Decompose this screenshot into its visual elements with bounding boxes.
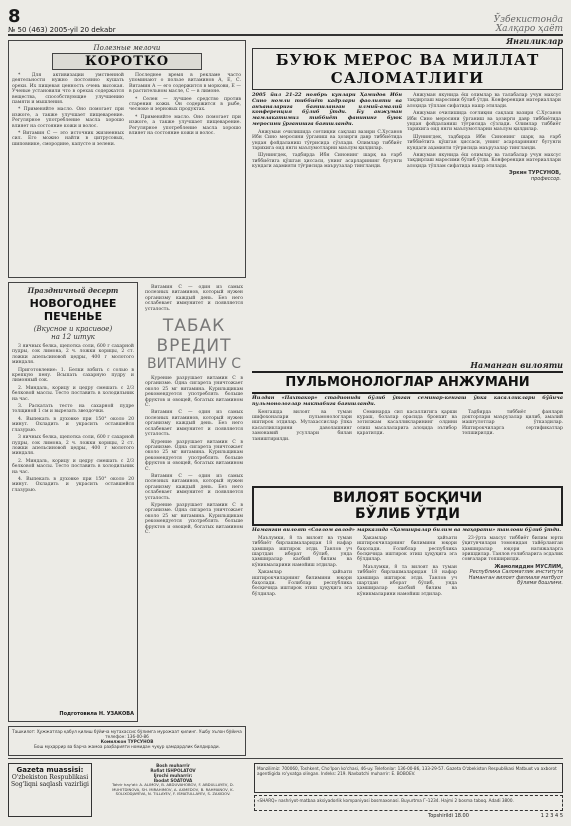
pulmo-p1: Кенгашда вилоят ва туман шифохоналари пульмонологлари иштирок этдилар. Мутахассислар ўпка касалликларини даволашнинг замонавий усуллари билан таништирилди. xyxy=(252,409,352,442)
viloyat-p3: Ҳакамлар ҳайъати иштирокчиларнинг билимини юқори баҳолади. Ғолиблар республика босқичида иштирок этиш ҳуқуқига эга бўлдилар. xyxy=(357,535,457,563)
meros-p5: Шунингдек, тадбирда Ибн Синонинг шарқ ва ғарб тиббиётига қўшган ҳиссаси, унинг асарларининг бугунги кундаги аҳамияти тўғрисида маърузалар тингланди. xyxy=(407,134,561,151)
viloyat-signature xyxy=(462,565,563,587)
pulmo-title: ПУЛЬМОНОЛОГЛАР АНЖУМАНИ xyxy=(252,371,563,394)
pulmo-lead: Йилдан «Пахтакор» стадионида бўлиб ўтган семинар-кенгаш ўпка касалликлари бўйича пульмонологлар мактабига бағишланди. xyxy=(252,395,563,407)
page-strip xyxy=(428,813,563,819)
recipe-author: Подготовила Н. УЗАКОВА xyxy=(59,711,134,717)
print-text: «SHARQ» nashriyot-matbaa aksiyadorlik kompaniyasi bosmaxonasi. Buyurtma Г–1234. Hajmi 2 bosma taboq. Adadi 3800. xyxy=(257,798,514,803)
tablet-p3: Витамин С — один из самых полезных витаминов, который нужен организму каждый день. Без него ослабевает иммунитет и появляется усталость. xyxy=(145,410,243,438)
pulmo-col3 xyxy=(462,410,563,444)
page-number: 8 xyxy=(8,6,21,27)
founder-box xyxy=(8,763,92,817)
masthead-line2: Халқаро ҳаёт xyxy=(495,24,563,34)
meros-p4: Анжуман очилишида соғлиқни сақлаш вазири С.Хусанов Ибн Сино меросини ўрганиш ва ҳозирги давр тиббиётида ундан фойдаланиш тўғрисида сўзлади. Олимлар тиббиёт тарихига оид янги маълумотларни маълум қилдилар. xyxy=(407,111,561,133)
meros-p2: Шунингдек, тадбирда Ибн Синонинг шарқ ва ғарб тиббиётига қўшган ҳиссаси, унинг асарларининг бугунги кундаги аҳамияти тўғрисида маърузалар тингланди. xyxy=(252,153,402,170)
page-tag: Topshirildi 18.00 xyxy=(428,813,469,819)
recipe-title-line1: НОВОГОДНЕЕ xyxy=(29,297,117,310)
korotko-p6: * Применяйте масло. Оно помогает при изжоге, а также улучшает пищеварение. Регулярное употребление масла хорошо влияет на состояние кожи и волос. xyxy=(129,114,241,137)
tablet-p4: Курение разрушает витамин С в организме. Одна сигарета уничтожает около 25 мг витамина. Курильщикам рекомендуется употреблять больше фруктов и овощей, богатых витамином С. xyxy=(145,439,243,472)
imprint-footer xyxy=(8,758,563,821)
tablet-p6: Курение разрушает витамин С в организме. Одна сигарета уничтожает около 25 мг витамина. Курильщикам рекомендуется употреблять больше фруктов и овощей, богатых витамином С. xyxy=(145,502,243,535)
korotko-p5: * Селен — лучшее средство против старения кожи. Он содержится в рыбе, чесноке и зерновых продуктах. xyxy=(129,96,241,113)
tablet-p2: Курение разрушает витамин С в организме. Одна сигарета уничтожает около 25 мг витамина. Курильщикам рекомендуется употреблять больше фруктов и овощей, богатых витамином С. xyxy=(145,376,243,409)
viloyat-lead: Наманган вилоят «Соғлом авлод» марказида «Ҳамширалар билим ва маҳорати» танлови бўлиб ўтди. xyxy=(252,527,562,533)
tablet-body xyxy=(145,376,243,535)
founder-title: Gazeta muassisi: xyxy=(16,766,84,774)
korotko-article xyxy=(8,40,246,278)
korotko-p2: * Применяйте масло. Оно помогает при изжоге, а также улучшает пищеварение. Регулярное употребление масла хорошо влияет на состояние кожи и волос. xyxy=(12,107,124,129)
pulmo-article xyxy=(252,360,563,480)
recipe-p6: 3 яичных белка, щепотка соли, 600 г сахарной пудры, сок лимона, 2 ч. ложки корицы, 2 ст. ложки апельсиновой цедры, 400 г молотого миндаля. xyxy=(12,435,134,457)
masthead xyxy=(494,16,563,34)
recipe-amount: на 12 штук xyxy=(51,333,95,341)
editor-block xyxy=(98,763,248,797)
recipe-p1: 3 яичных белка, щепотка соли, 600 г сахарной пудры, сок лимона, 2 ч. ложки корицы, 2 ст. ложки апельсиновой цедры, 400 г молотого миндаля. xyxy=(12,344,134,366)
korotko-p4: Последнее время в рекламе часто упоминают о пользе витаминов А, Е, С. Витамин А — его содержится в моркови, Е — в растительном масле, С — в лимоне. xyxy=(129,73,241,95)
korotko-title: КОРОТКО xyxy=(52,53,202,70)
viloyat-p2: Ҳакамлар ҳайъати иштирокчиларнинг билимини юқори баҳолади. Ғолиблар республика босқичида иштирок этиш ҳуқуқига эга бўлдилар. xyxy=(252,570,352,597)
viloyat-title-box xyxy=(252,486,563,526)
korotko-kicker: Полезные мелочи xyxy=(93,44,161,52)
recipe-p7: 2. Миндаль, корицу и цедру смешать с 2/3 белковой массы. Тесто поставить в холодильник на час. xyxy=(12,458,134,475)
tablet-article xyxy=(142,282,246,722)
recipe-kicker: Праздничный десерт xyxy=(27,286,119,295)
editor-name: Rofiat ISHPOLATOV xyxy=(150,768,196,773)
tablet-title-line1: ТАБАК xyxy=(162,316,226,337)
meros-signature xyxy=(407,171,561,182)
tablet-col-top xyxy=(145,285,243,312)
meros-col2 xyxy=(407,93,561,182)
pulmo-rubric: Наманган вилояти xyxy=(470,360,563,370)
meros-col1 xyxy=(252,130,402,170)
meros-article xyxy=(252,36,563,286)
korotko-col1 xyxy=(12,73,124,149)
meros-rubric: Янгиликлар xyxy=(506,36,563,46)
deputy-name: Ibodat SOATOVA xyxy=(153,778,193,783)
tablet-title-line3: ВИТАМИНУ С xyxy=(146,356,242,373)
notice-name: Комилжон ТУРСУНОВ xyxy=(100,739,154,744)
recipe-p4: 3. Раскатать тесто на сахарной пудре толщиной 1 см и вырезать звездочки. xyxy=(12,404,134,415)
recipe-p5: 4. Выпекать в духовке при 150° около 20 минут. Охладить и украсить оставшейся глазурью. xyxy=(12,416,134,433)
meros-p6: Анжуман якунида ёш олимлар ва талабалар учун махсус тақдирлаш маросими бўлиб ўтди. Конференция материаллари алоҳида тўплам сифатида нашр этилади. xyxy=(407,153,561,169)
recipe-p2: Приготовление: 1. Белки взбить с солью в крепкую пену. Всыпать сахарную пудру и лимонный сок. xyxy=(12,367,134,384)
pulmo-col2 xyxy=(357,410,457,444)
korotko-p1: * Для активизации умственной деятельности нужно постоянно кушать орехи. Их пищевая ценность очень высокая. Ученые установили что в орехах содержатся вещества, способствующие улучшению памяти и мышления. xyxy=(12,73,124,106)
viloyat-p4: Маълумки, 8 та вилоят ва туман тиббиёт бирлашмаларидан 18 нафар ҳамшира иштирок этди. Танлов уч шартдан иборат бўлиб, унда ҳамширалар касбий билим ва кўникмаларини намойиш этдилар. xyxy=(357,564,457,597)
notice-box xyxy=(8,726,246,756)
meros-lead: 2005 йил 21-22 ноябрь кунлари Ҳамидов Ибн Сино номли тиббиёт кадрлари фаолияти ва анъаналарига бағишланган илмий-амалий конференция бўлиб ўтди. Бу анжуман мамлакатимиз тиббиёт фанининг буюк меросини ўрганишга бағишланди. xyxy=(252,92,402,127)
recipe-p3: 2. Миндаль, корицу и цедру смешать с 2/3 белковой массы. Тесто поставить в холодильник на час. xyxy=(12,385,134,402)
recipe-p8: 4. Выпекать в духовке при 150° около 20 минут. Охладить и украсить оставшейся глазурью. xyxy=(12,476,134,493)
editor-title: Bosh muharrir xyxy=(156,763,190,768)
viloyat-p5: 23-ўрта махсус тиббиёт билим юрти ўқитувчилари томонидан тайёрланган ҳамширалар юқори натижаларга эришдилар. Танлов ғолибларига эсдалик совғалари топширилди. xyxy=(462,535,563,563)
tablet-title-line2: ВРЕДИТ xyxy=(156,336,232,357)
viloyat-col1 xyxy=(252,536,352,599)
page-header xyxy=(8,4,563,36)
meros-sig-title: профессор. xyxy=(530,175,561,182)
recipe-subtitle: (Вкусное и красивое) xyxy=(33,325,113,333)
viloyat-title-line1: ВИЛОЯТ БОСҚИЧИ xyxy=(332,490,483,506)
meros-title-line1: БУЮК МЕРОС ВА МИЛЛАТ xyxy=(275,51,540,69)
viloyat-col3 xyxy=(462,536,563,599)
founder-body: O'zbekiston Respublikasi Sog'liqni saqlash vazirligi xyxy=(11,774,89,788)
print-box xyxy=(254,795,563,811)
viloyat-title-line2: БЎЛИБ ЎТДИ xyxy=(355,506,460,522)
notice-text2: Бош муҳаррир ва барча жамоа раҳбарияти номидан чуқур ҳамдардлик билдиради. xyxy=(34,744,220,749)
viloyat-sig-name: Жамолиддин МУСЛИМ, xyxy=(494,563,563,570)
pulmo-col1 xyxy=(252,410,352,444)
tablet-p5: Витамин С — один из самых полезных витаминов, который нужен организму каждый день. Без него ослабевает иммунитет и появляется усталость. xyxy=(145,473,243,501)
viloyat-col2 xyxy=(357,536,457,599)
meros-title-box xyxy=(252,48,563,90)
meros-title-line2: САЛОМАТЛИГИ xyxy=(330,69,485,87)
korotko-p3: * Витамин С — это источник жизненных сил. Его можно найти в цитрусовых, шиповнике, смородине, капусте и зелени. xyxy=(12,131,124,147)
meros-p3: Анжуман якунида ёш олимлар ва талабалар учун махсус тақдирлаш маросими бўлиб ўтди. Конференция материаллари алоҳида тўплам сифатида нашр этилади. xyxy=(407,93,561,109)
issue-line: № 50 (463) 2005-yil 20 dekabr xyxy=(8,26,116,34)
deputy-title: Ijrochi muharrir: xyxy=(153,773,193,778)
recipe-article xyxy=(8,282,138,722)
korotko-col2 xyxy=(129,73,241,149)
address-box xyxy=(254,763,563,793)
tablet-p1: Витамин С — один из самых полезных витаминов, который нужен организму каждый день. Без него ослабевает иммунитет и появляется усталость. xyxy=(145,285,243,312)
page-strip-numbers: 1 2 3 4 5 xyxy=(540,813,563,819)
address-text: Manzilimiz: 700060, Toshkent, Cho'lpon ko'chasi, 46-uy. Telefonlar: 136-00-86, 133-29-57. Gazeta O'zbekiston Respublikasi Matbuot va axborot agentligida ro'yxatga olingan. Indeks: 219. Navbatchi muharrir: E. BOBOEV. xyxy=(257,766,557,776)
notice-text: Ташкилот: Ҳужжатлар қабул қилиш бўйича мутахассис бўлимга мурожаат қилинг. Ушбу эълон бўйича телефон: 136-00-86 xyxy=(12,729,242,739)
viloyat-article xyxy=(252,486,563,726)
meros-p1: Анжуман очилишида соғлиқни сақлаш вазири С.Хусанов Ибн Сино меросини ўрганиш ва ҳозирги давр тиббиётида ундан фойдаланиш тўғрисида сўзлади. Олимлар тиббиёт тарихига оид янги маълумотларни маълум қилдилар. xyxy=(252,129,402,151)
viloyat-sig-title: Республика Саломатлик институти Наманган вилоят филиали матбуот бўлими бошлиғи. xyxy=(468,569,563,587)
masthead-line1: Ўзбекистонда xyxy=(493,15,563,25)
tablet-title xyxy=(145,316,243,372)
pulmo-p3: Тадбирда тиббиёт фанлари докторлари маърузалар қилиб, амалий машғулотлар ўтказдилар. Иштирокчиларга сертификатлар топширилди. xyxy=(462,409,563,437)
pulmo-p2: Семинарда сил касаллигига қарши кураш, болалар орасида бронхит ва зотилжам касалликларининг олдини олиш масалаларига алоҳида эътибор қаратилди. xyxy=(357,409,457,437)
viloyat-p1: Маълумки, 8 та вилоят ва туман тиббиёт бирлашмаларидан 18 нафар ҳамшира иштирок этди. Танлов уч шартдан иборат бўлиб, унда ҳамширалар касбий билим ва кўникмаларини намойиш этдилар. xyxy=(252,535,352,568)
meros-sig-name: Эркин ТУРСУНОВ, xyxy=(509,170,561,177)
recipe-body xyxy=(12,344,134,493)
recipe-title-line2: ПЕЧЕНЬЕ xyxy=(43,310,103,323)
editorial-board: Tahrir hay'ati: A. ALIMOV, B. ABDUVAHOBOV, F. ABDULLAYEV, D. MUHITDINOVA, SH. MIRAHIMOV, A. AXMEDOV, B. RAHMANOV, K. SOLIXODJAYEVA, N. TILLAYEV, F. ISMATULLAYEV, S. ZAXIDOV. xyxy=(112,782,234,796)
